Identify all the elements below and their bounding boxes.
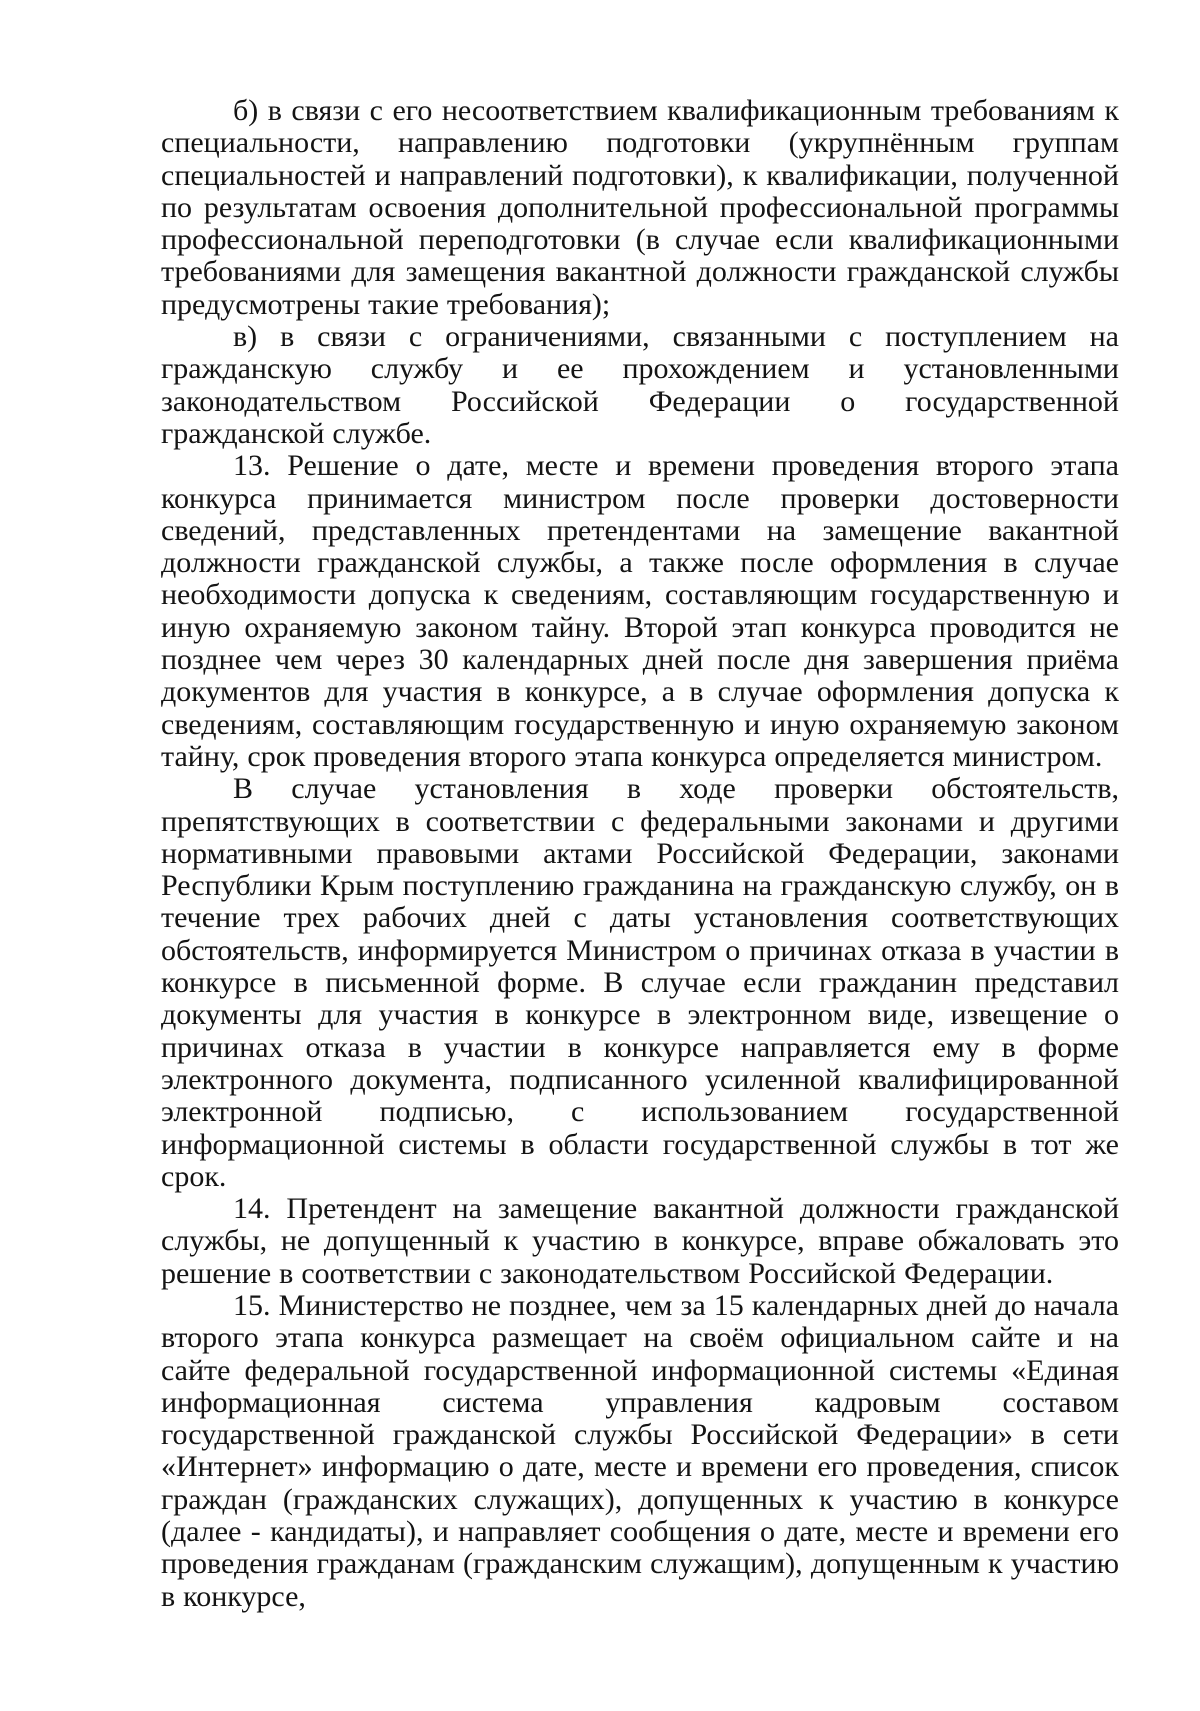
paragraph-item-b: б) в связи с его несоответствием квалификационным требованиям к специальности, направлению подготовки (укрупнённым группам специальностей и направлений подготовки), к квалификации, полученной по результатам освоения дополнительной профессиональной программы профессиональной переподготовки (в случае если квалификационными требованиями для замещения вакантной должности гражданской службы предусмотрены такие требования); — [161, 94, 1119, 321]
paragraph-clause-14: 14. Претендент на замещение вакантной должности гражданской службы, не допущенный к участию в конкурсе, вправе обжаловать это решение в соответствии с законодательством Российской Федерации. — [161, 1192, 1119, 1290]
paragraph-item-v: в) в связи с ограничениями, связанными с поступлением на гражданскую службу и ее прохождением и установленными законодательством Российской Федерации о государственной гражданской службе. — [161, 320, 1119, 450]
paragraph-clause-13-continued: В случае установления в ходе проверки обстоятельств, препятствующих в соответствии с федеральными законами и другими нормативными правовыми актами Российской Федерации, законами Республики Крым поступлению гражданина на гражданскую службу, он в течение трех рабочих дней с даты установления соответствующих обстоятельств, информируется Министром о причинах отказа в участии в конкурсе в письменной форме. В случае если гражданин представил документы для участия в конкурсе в электронном виде, извещение о причинах отказа в участии в конкурсе направляется ему в форме электронного документа, подписанного усиленной квалифицированной электронной подписью, с использованием государственной информационной системы в области государственной службы в тот же срок. — [161, 772, 1119, 1193]
document-page — [161, 95, 1119, 1613]
paragraph-clause-15: 15. Министерство не позднее, чем за 15 календарных дней до начала второго этапа конкурса размещает на своём официальном сайте и на сайте федеральной государственной информационной системы «Единая информационная система управления кадровым составом государственной гражданской службы Российской Федерации» в сети «Интернет» информацию о дате, месте и времени его проведения, список граждан (гражданских служащих), допущенных к участию в конкурсе (далее - кандидаты), и направляет сообщения о дате, месте и времени его проведения гражданам (гражданским служащим), допущенным к участию в конкурсе, — [161, 1288, 1119, 1613]
paragraph-clause-13: 13. Решение о дате, месте и времени проведения второго этапа конкурса принимается министром после проверки достоверности сведений, представленных претендентами на замещение вакантной должности гражданской службы, а также после оформления в случае необходимости допуска к сведениям, составляющим государственную и иную охраняемую законом тайну. Второй этап конкурса проводится не позднее чем через 30 календарных дней после дня завершения приёма документов для участия в конкурсе, а в случае оформления допуска к сведениям, составляющим государственную и иную охраняемую законом тайну, срок проведения второго этапа конкурса определяется министром. — [161, 449, 1119, 773]
